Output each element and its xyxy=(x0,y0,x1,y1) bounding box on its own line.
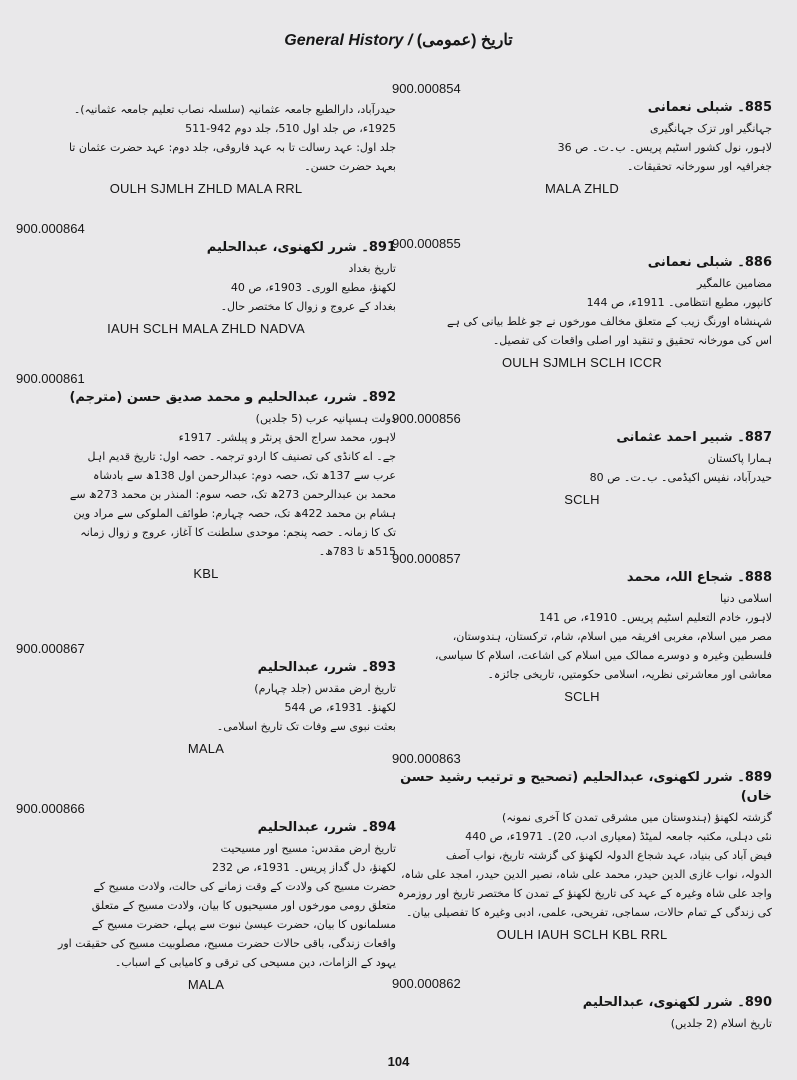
entry-line: الدولہ، نواب غازی الدین حیدر، محمد علی شاہ، نصیر الدین حیدر، امجد علی شاہ، xyxy=(400,868,772,881)
entry-heading: 888۔ شجاع اللہ، محمد xyxy=(626,570,772,585)
page-header xyxy=(0,30,797,50)
accession-number: 900.000867 xyxy=(16,641,85,656)
library-codes: OULH SJMLH SCLH ICCR xyxy=(501,355,663,370)
entry-line: حضرت مسیح کی ولادت کے وقت زمانے کی حالت، ولادت مسیح کے xyxy=(93,880,396,893)
accession-number: 900.000855 xyxy=(392,236,461,251)
entry-line: عرب سے 137ھ تک، حصہ دوم: عبدالرحمن اول 138ھ سے بادشاہ xyxy=(93,469,396,482)
catalog-entry xyxy=(16,370,396,583)
library-codes: MALA xyxy=(187,977,225,992)
entry-line: فلسطین وغیرہ و دوسرے ممالک میں اسلام کی اشاعت، اسلام کا سیاسی، xyxy=(434,649,772,662)
entry-line: گزشتہ لکھنؤ (ہندوستان میں مشرقی تمدن کا آخری نمونہ) xyxy=(502,811,772,824)
entry-line: تاریخ ارض مقدس: مسیح اور مسیحیت xyxy=(220,842,396,855)
entry-line: دولت ہسپانیہ عرب (5 جلدیں) xyxy=(255,412,396,425)
library-codes: OULH IAUH SCLH KBL RRL xyxy=(496,927,668,942)
accession-number xyxy=(16,80,396,98)
entry-line: لاہور، خادم التعلیم اسٹیم پریس۔ 1910ء، ص 141 xyxy=(539,611,772,624)
catalog-entry xyxy=(16,80,396,198)
library-codes: MALA xyxy=(187,741,225,756)
accession-number: 900.000857 xyxy=(392,551,461,566)
entry-line: نئی دہلی، مکتبہ جامعہ لمیٹڈ (معیاری ادب، 20)۔ 1971ء، ص 440 xyxy=(465,830,772,843)
entry-line: تاریخ اسلام (2 جلدیں) xyxy=(670,1017,772,1030)
entry-line: معاشی اور معاشرتی نظریہ، اسلامی حکومتیں، تاریخی جائزہ۔ xyxy=(487,668,772,681)
entry-line: لکھنؤ، مطبع الوری۔ 1903ء، ص 40 xyxy=(230,281,396,294)
catalog-entry xyxy=(16,800,396,994)
entry-heading: 892۔ شرر، عبدالحلیم و محمد صدیق حسن (مترجم) xyxy=(69,390,396,405)
entry-line: مضامین عالمگیر xyxy=(697,277,772,290)
entry-line: مسلمانوں کا بیان، حضرت عیسیٰ نبوت سے پہلے، حضرت مسیح کے xyxy=(91,918,396,931)
library-codes: SCLH xyxy=(564,492,600,507)
header-urdu: تاریخ (عمومی) xyxy=(416,32,513,49)
entry-line: اس کی مورخانہ تحقیق و تنقید اور اصلی واقعات کی تفصیل۔ xyxy=(492,334,772,347)
catalog-entry xyxy=(392,750,772,944)
entry-line: بعثت نبوی سے وفات تک تاریخ اسلامی۔ xyxy=(216,720,396,733)
entry-line: متعلق رومی مورخوں اور مسیحیوں کا بیان، ولادت مسیح کے متعلق xyxy=(91,899,396,912)
entry-line: کی زندگی کے تمام حالات، سماجی، تفریحی، علمی، ادبی وغیرہ کا تفصیلی بیان۔ xyxy=(405,906,772,919)
accession-number: 900.000866 xyxy=(16,801,85,816)
entry-line: بعہد حضرت حسن۔ xyxy=(304,160,396,173)
page-number: 104 xyxy=(387,1054,410,1069)
entry-line: تاریخ ارض مقدس (جلد چہارم) xyxy=(254,682,396,695)
entry-line: اسلامی دنیا xyxy=(719,592,772,605)
accession-number: 900.000856 xyxy=(392,411,461,426)
entry-line: جے۔ اے کانڈی کی تصنیف کا اردو ترجمہ۔ حصہ اول: تاریخ قدیم اہل xyxy=(87,450,396,463)
entry-line: بغداد کے عروج و زوال کا مختصر حال۔ xyxy=(220,300,396,313)
entry-line: جغرافیہ اور سورخانہ تحقیقات۔ xyxy=(626,160,772,173)
entry-line: 515ھ تا 783ھ۔ xyxy=(318,545,396,558)
entry-line: جہانگیر اور تزک جہانگیری xyxy=(650,122,772,135)
entry-line: ہمارا پاکستان xyxy=(707,452,772,465)
entry-line: مصر میں اسلام، مغربی افریقہ میں اسلام، شام، ترکستان، ہندوستان، xyxy=(452,630,772,643)
catalog-entry xyxy=(16,220,396,338)
accession-number: 900.000861 xyxy=(16,371,85,386)
entry-heading: 889۔ شرر لکھنوی، عبدالحلیم (تصحیح و ترتیب رشید حسن خاں) xyxy=(400,770,772,804)
accession-number: 900.000863 xyxy=(392,751,461,766)
entry-line: واجد علی شاہ وغیرہ کے عہد کی تاریخ لکھنؤ کے تمدن کا مختصر تاریخ اور روزمرہ xyxy=(397,887,772,900)
entry-heading: 885۔ شبلی نعمانی xyxy=(647,100,772,115)
header-english: General History / xyxy=(284,32,413,49)
accession-number: 900.000854 xyxy=(392,81,461,96)
entry-line: یہود کے الزامات، دین مسیحی کی ترقی و کامیابی کے اسباب۔ xyxy=(114,956,396,969)
entry-line: تک کا زمانہ۔ حصہ پنجم: موحدی سلطنت کا آغاز، عروج و زوال زمانہ xyxy=(80,526,396,539)
entry-heading: 891۔ شرر لکھنوی، عبدالحلیم xyxy=(206,240,396,255)
catalog-entry xyxy=(392,80,772,198)
entry-line: 1925ء، ص جلد اول 510، جلد دوم 942-511 xyxy=(185,122,396,135)
entry-line: شہنشاہ اورنگ زیب کے متعلق مخالف مورخوں نے جو غلط بیانی کی ہے xyxy=(447,315,772,328)
entry-heading: 887۔ شبیر احمد عثمانی xyxy=(616,430,772,445)
entry-line: لکھنؤ، دل گداز پریس۔ 1931ء، ص 232 xyxy=(212,861,396,874)
entry-line: حیدرآباد، نفیس اکیڈمی۔ ب۔ت۔ ص 80 xyxy=(589,471,772,484)
library-codes: OULH SJMLH ZHLD MALA RRL xyxy=(109,181,303,196)
accession-number: 900.000864 xyxy=(16,221,85,236)
library-codes: MALA ZHLD xyxy=(544,181,620,196)
entry-line: تاریخ بغداد xyxy=(348,262,396,275)
library-codes: KBL xyxy=(193,566,219,581)
entry-line: محمد بن عبدالرحمن 273ھ تک، حصہ سوم: المنذر بن محمد 273ھ سے xyxy=(69,488,396,501)
entry-line: لکھنؤ۔ 1931ء، ص 544 xyxy=(284,701,396,714)
entry-line: فیض آباد کی بنیاد، عہد شجاع الدولہ لکھنؤ کی گزشتہ تاریخ، نواب آصف xyxy=(445,849,772,862)
entry-line: ہشام بن محمد 422ھ تک، حصہ چہارم: طوائف الملوکی سے مراد وین xyxy=(73,507,396,520)
catalog-entry xyxy=(392,975,772,1036)
entry-line: لاہور، نول کشور اسٹیم پریس۔ ب۔ت۔ ص 36 xyxy=(557,141,772,154)
catalog-entry xyxy=(16,640,396,758)
entry-line: جلد اول: عہد رسالت تا بہ عہد فاروقی، جلد دوم: عہد حضرت عثمان تا xyxy=(68,141,396,154)
catalog-entry xyxy=(392,410,772,509)
entry-heading: 890۔ شرر لکھنوی، عبدالحلیم xyxy=(582,995,772,1010)
entry-heading: 886۔ شبلی نعمانی xyxy=(647,255,772,270)
entry-line: کانپور، مطبع انتظامی۔ 1911ء، ص 144 xyxy=(586,296,772,309)
entry-line: حیدرآباد، دارالطبع جامعہ عثمانیہ (سلسلہ نصاب تعلیم جامعہ عثمانیہ)۔ xyxy=(73,103,396,116)
catalog-entry xyxy=(392,235,772,372)
library-codes: SCLH xyxy=(564,689,600,704)
entry-line: لاہور، محمد سراج الحق پرنٹر و پبلشر۔ 1917ء xyxy=(178,431,396,444)
entry-heading: 893۔ شرر، عبدالحلیم xyxy=(257,660,396,675)
entry-heading: 894۔ شرر، عبدالحلیم xyxy=(257,820,396,835)
accession-number: 900.000862 xyxy=(392,976,461,991)
library-codes: IAUH SCLH MALA ZHLD NADVA xyxy=(107,321,305,336)
entry-line: واقعات زندگی، باقی حالات حضرت مسیح، مصلوبیت مسیح کی حقیقت اور xyxy=(58,937,396,950)
catalog-entry xyxy=(392,550,772,706)
